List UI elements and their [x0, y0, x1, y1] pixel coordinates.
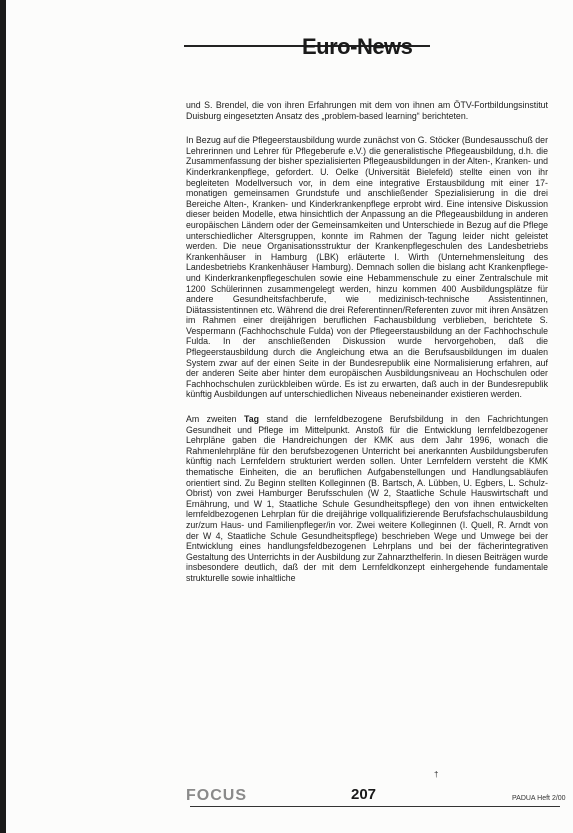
page-number: 207	[351, 786, 377, 803]
footer-rule	[190, 806, 560, 807]
paragraph-3	[186, 414, 548, 584]
footer-brand: FOCUS	[186, 787, 247, 804]
paragraph-3-lead: Am zweiten	[186, 414, 244, 425]
margin-mark: †	[434, 770, 439, 779]
article-body	[186, 100, 548, 598]
section-title: Euro-News	[302, 34, 413, 59]
scan-edge	[0, 0, 6, 833]
issue-label: PADUA Heft 2/00	[512, 795, 566, 802]
paragraph-3-rest: stand die lernfeldbezogene Berufsbildung in den Fachrichtungen Gesundheit und Pflege im Mittelpunkt. Anstoß für die Entwicklung lernfeldbezogener Lehrpläne gaben die Handreichungen der KMK aus dem Jahr 1996, wonach die Rahmenlehrpläne für den berufsbezogenen Unterricht bei anerkannten Ausbildungsberufen künftig nach Lernfeldern strukturiert werden sollen. Unter Lernfeldern versteht die KMK thematische Einheiten, die an beruflichen Aufgabenstellungen und Handlungsabläufen orientiert sind. Zu Beginn stellten Kolleginnen (B. Bartsch, A. Lübben, U. Egbers, L. Schulz-Obrist) von zwei Hamburger Berufsschulen (W 2, Staatliche Schule Hauswirtschaft und Ernährung, und W 1, Staatliche Schule Gesundheitspflege) den von ihnen entwickelten lernfeldbezogenen Lehrplan für die dreijährige vollqualifizierende Berufsfachschulausbildung zur/zum Haus- und Familienpfleger/in vor. Zwei weitere Kolleginnen (I. Quell, R. Arndt von der W 4, Staatliche Schule Gesundheitspflege) beschrieben Wege und Umwege bei der Entwicklung eines handlungsfeldbezogenen Lehrplans und bei der fächerintegrativen Gestaltung des Unterrichts in der Ausbildung zur Zahnarzthelferin. In diesen Beiträgen wurde insbesondere deutlich, daß der mit dem Lernfeldkonzept einhergehende fundamentale strukturelle sowie inhaltliche	[186, 414, 548, 583]
paragraph-2: In Bezug auf die Pflegeerstausbildung wurde zunächst von G. Stöcker (Bundesausschuß der Lehrerinnen und Lehrer für Pflegeberufe e.V.) die generalistische Pflegeausbildung, d.h. die Zusammenfassung der bisher spezialisierten Pflegeausbildungen in der Alten-, Kranken- und Kinderkrankenpflege, gefordert. U. Oelke (Universität Bielefeld) stellte einen von ihr begleiteten Modellversuch vor, in dem eine integrative Erstausbildung mit einer 17-monatigen gemeinsamen Grundstufe und anschließender Spezialisierung in die drei Bereiche Alten-, Kranken- und Kinderkrankenpflege erprobt wird. Eine intensive Diskussion dieser beiden Modelle, etwa hinsichtlich der Anpassung an die Pflegeausbildung in anderen europäischen Ländern oder der Gemeinsamkeiten und Unterschiede in Bezug auf die Pflege unterschiedlicher Altersgruppen, konnte im Rahmen der Tagung leider nicht geleistet werden. Die neue Organisationsstruktur der Krankenpflegeschulen des Landesbetriebs Krankenhäuser in Hamburg (LBK) erläuterte I. Wirth (Unternehmensleitung des Landesbetriebs Krankenhäuser Hamburg). Demnach sollen die bislang acht Krankenpflege- und Kinderkrankenpflegeschulen sowie eine Hebammenschule zu einer Zentralschule mit 1200 Schülerinnen zusammengelegt werden, hinzu kommen 400 Ausbildungsplätze für andere Gesundheitsfachberufe, wie medizinisch-technische Assistentinnen, Diätassistentinnen etc. Während die drei Referentinnen/Referenten zuvor mit ihren Ansätzen im Rahmen einer dreijährigen beruflichen Fachausbildung verblieben, berichtete S. Vespermann (Fachhochschule Fulda) von der Pflegeerstausbildung an der Fachhochschule Fulda. In der anschließenden Diskussion wurde hervorgehoben, daß die Pflegeerstausbildung durch die Angleichung etwa an die Berufsausbildungen im dualen System zwar auf der einen Seite in der Bundesrepublik eine Normalisierung erfahren, auf der anderen Seite aber hinter dem europäischen Ausbildungsniveau an Hochschulen oder Fachhochschulen zurückbleiben würde. Es ist zu erwarten, daß auch in der Bundesrepublik künftig Ausbildungen auf unterschiedlichen Niveaus nebeneinander existieren werden.	[186, 135, 548, 400]
paragraph-1: und S. Brendel, die von ihren Erfahrungen mit dem von ihnen am ÖTV-Fortbildungsinstitut Duisburg eingesetzten Ansatz des „problem-based learning“ berichteten.	[186, 100, 548, 121]
paragraph-3-keyword: Tag	[243, 414, 259, 425]
